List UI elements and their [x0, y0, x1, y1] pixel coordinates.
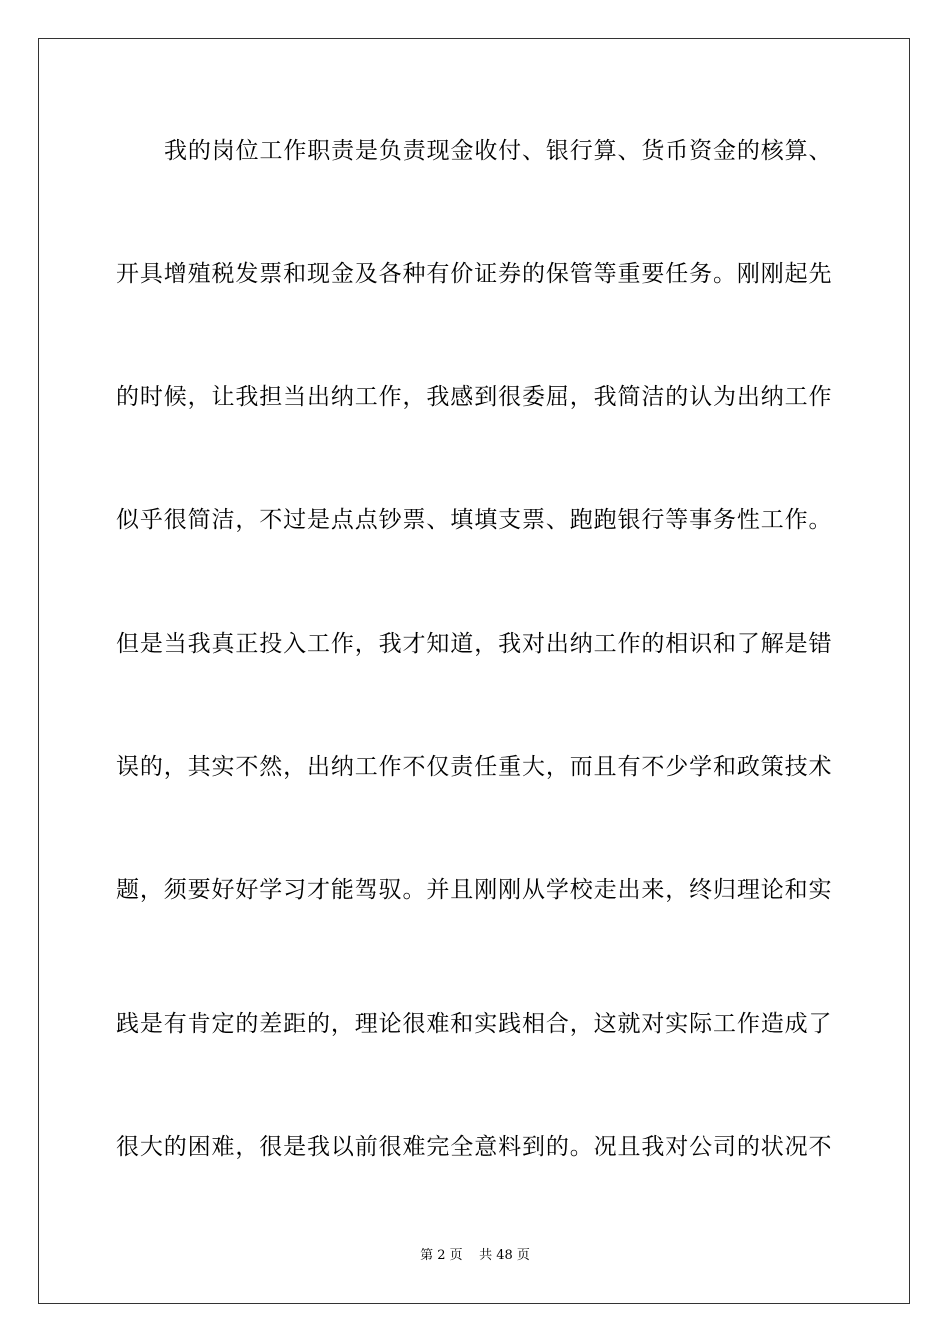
paragraph-line: 误的，其实不然，出纳工作不仅责任重大，而且有不少学和政策技术 [116, 754, 832, 780]
paragraph-line: 践是有肯定的差距的，理论很难和实践相合，这就对实际工作造成了 [116, 1011, 832, 1037]
page-number-footer: 第 2 页 共 48 页 [420, 1248, 530, 1263]
paragraph-line: 很大的困难，很是我以前很难完全意料到的。况且我对公司的状况不 [116, 1134, 832, 1160]
page-border [38, 38, 910, 1304]
paragraph-line: 我的岗位工作职责是负责现金收付、银行算、货币资金的核算、 [164, 138, 832, 164]
paragraph-line: 题，须要好好学习才能驾驭。并且刚刚从学校走出来，终归理论和实 [116, 877, 832, 903]
paragraph-line: 开具增殖税发票和现金及各种有价证券的保管等重要任务。刚刚起先 [116, 261, 832, 287]
paragraph-line: 的时候，让我担当出纳工作，我感到很委屈，我简洁的认为出纳工作 [116, 384, 832, 410]
paragraph-line: 似乎很简洁，不过是点点钞票、填填支票、跑跑银行等事务性工作。 [116, 507, 832, 533]
paragraph-line: 但是当我真正投入工作，我才知道，我对出纳工作的相识和了解是错 [116, 631, 832, 657]
